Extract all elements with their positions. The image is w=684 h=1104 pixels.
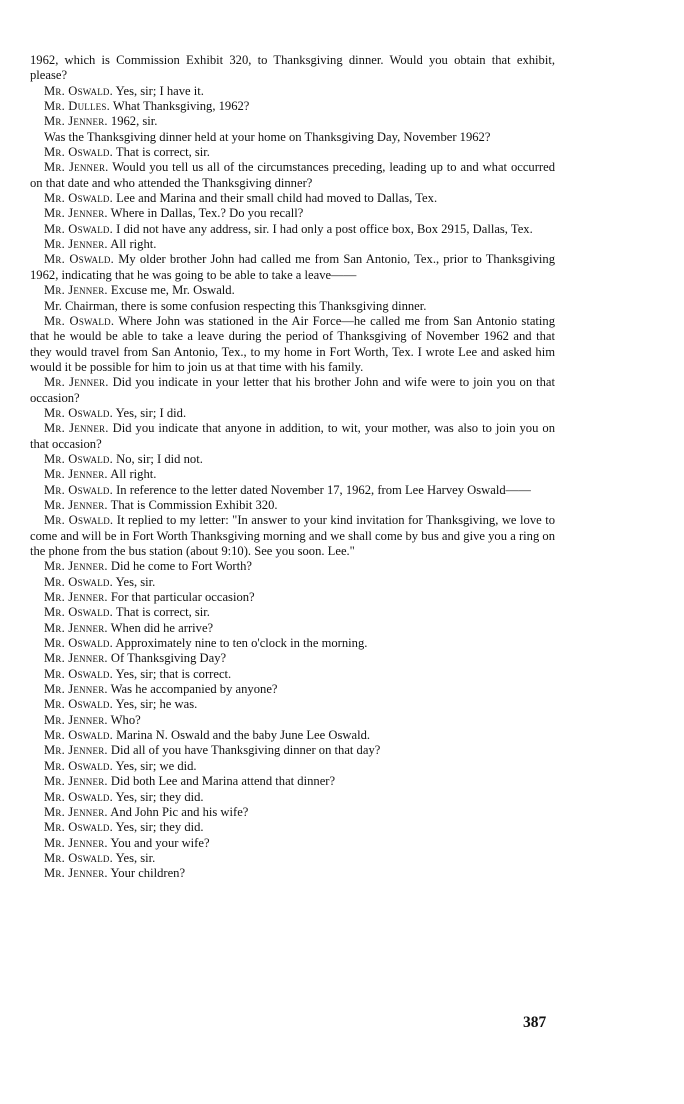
speaker-name: Mr. Oswald. [44, 145, 113, 160]
testimony-paragraph [30, 575, 555, 590]
paragraph-text: 1962, sir. [110, 114, 158, 129]
testimony-paragraph [30, 206, 555, 221]
testimony-paragraph [30, 805, 555, 820]
testimony-paragraph [30, 774, 555, 789]
testimony-paragraph [30, 743, 555, 758]
paragraph-text: When did he arrive? [110, 620, 214, 635]
speaker-name: Mr. Jenner. [44, 774, 108, 789]
paragraph-text: 1962, which is Commission Exhibit 320, to Thanksgiving dinner. Would you obtain that exhibit, please? [30, 53, 555, 83]
speaker-name: Mr. Jenner. [44, 375, 109, 390]
speaker-name: Mr. Oswald. [44, 605, 113, 620]
speaker-name: Mr. Oswald. [44, 191, 113, 206]
testimony-paragraph [30, 498, 555, 513]
speaker-name: Mr. Oswald. [44, 789, 113, 804]
testimony-paragraph [30, 191, 555, 206]
testimony-paragraph [30, 283, 555, 298]
testimony-paragraph [30, 621, 555, 636]
speaker-name: Mr. Oswald. [44, 820, 113, 835]
testimony-paragraph [30, 160, 555, 191]
paragraph-text: My older brother John had called me from San Antonio, Tex., prior to Thanksgiving 1962, indicating that he was going to be able to take a leave—— [30, 252, 555, 282]
paragraph-text: Yes, sir; I did. [115, 405, 187, 420]
paragraph-text: Your children? [110, 866, 186, 881]
paragraph-text: Yes, sir; they did. [115, 820, 204, 835]
speaker-name: Mr. Jenner. [44, 590, 108, 605]
speaker-name: Mr. Jenner. [44, 206, 108, 221]
testimony-paragraph [30, 713, 555, 728]
testimony-paragraph [30, 682, 555, 697]
paragraph-text: Where John was stationed in the Air Force—he called me from San Antonio stating that he would be able to take a leave during the period of Thanksgiving of November 1962 and that they would travel from San Antonio, Tex., to my home in Fort Worth, Tex. I wrote Lee and asked him would it be possible for him to join us at that time with his family. [30, 313, 555, 374]
paragraph-text: Marina N. Oswald and the baby June Lee Oswald. [116, 728, 371, 743]
paragraph-text: Yes, sir; that is correct. [115, 666, 232, 681]
paragraph-text: Did all of you have Thanksgiving dinner on that day? [110, 743, 381, 758]
testimony-paragraph [30, 314, 555, 375]
speaker-name: Mr. Jenner. [44, 651, 108, 666]
testimony-paragraph [30, 836, 555, 851]
speaker-name: Mr. Jenner. [44, 114, 108, 129]
testimony-paragraph [30, 53, 555, 84]
testimony-paragraph [30, 375, 555, 406]
testimony-paragraph [30, 145, 555, 160]
speaker-name: Mr. Oswald. [44, 252, 114, 267]
speaker-name: Mr. Oswald. [44, 405, 113, 420]
speaker-name: Mr. Jenner. [44, 712, 108, 727]
speaker-name: Mr. Oswald. [44, 697, 113, 712]
paragraph-text: All right. [110, 237, 157, 252]
paragraph-text: Excuse me, Mr. Oswald. [110, 283, 235, 298]
paragraph-text: That is Commission Exhibit 320. [110, 497, 278, 512]
speaker-name: Mr. Oswald. [44, 83, 113, 98]
paragraph-text: Yes, sir. [115, 574, 156, 589]
testimony-paragraph [30, 252, 555, 283]
paragraph-text: I did not have any address, sir. I had only a post office box, Box 2915, Dallas, Tex. [116, 221, 533, 236]
speaker-name: Mr. Jenner. [44, 497, 108, 512]
testimony-paragraph [30, 820, 555, 835]
speaker-name: Mr. Jenner. [44, 467, 108, 482]
speaker-name: Mr. Oswald. [44, 313, 115, 328]
testimony-paragraph [30, 99, 555, 114]
speaker-name: Mr. Jenner. [44, 237, 108, 252]
speaker-name: Mr. Oswald. [44, 482, 113, 497]
testimony-paragraph [30, 851, 555, 866]
testimony-paragraph [30, 130, 555, 145]
paragraph-text: Lee and Marina and their small child had moved to Dallas, Tex. [116, 191, 438, 206]
speaker-name: Mr. Oswald. [44, 666, 113, 681]
speaker-name: Mr. Oswald. [44, 728, 113, 743]
paragraph-text: Of Thanksgiving Day? [110, 651, 227, 666]
testimony-paragraph [30, 559, 555, 574]
testimony-paragraph [30, 759, 555, 774]
testimony-paragraph [30, 421, 555, 452]
testimony-paragraph [30, 513, 555, 559]
paragraph-text: Yes, sir. [115, 850, 156, 865]
speaker-name: Mr. Oswald. [44, 574, 113, 589]
paragraph-text: Was he accompanied by anyone? [110, 682, 278, 697]
testimony-paragraph [30, 299, 555, 314]
paragraph-text: Mr. Chairman, there is some confusion respecting this Thanksgiving dinner. [44, 298, 427, 313]
speaker-name: Mr. Oswald. [44, 636, 113, 651]
testimony-paragraph [30, 483, 555, 498]
paragraph-text: Yes, sir; I have it. [115, 83, 204, 98]
paragraph-text: It replied to my letter: "In answer to your kind invitation for Thanksgiving, we love to come and will be in Fort Worth Thanksgiving morning and we shall come by bus and give you a ring on the phone from the bus station (about 9:10). See you soon. Lee." [30, 513, 555, 558]
paragraph-text: Would you tell us all of the circumstances preceding, leading up to and what occurred on that date and who attended the Thanksgiving dinner? [30, 160, 555, 190]
testimony-paragraph [30, 605, 555, 620]
speaker-name: Mr. Jenner. [44, 804, 108, 819]
paragraph-text: Yes, sir; he was. [115, 697, 198, 712]
paragraph-text: Did he come to Fort Worth? [110, 559, 253, 574]
paragraph-text: Did you indicate that anyone in addition, to wit, your mother, was also to join you on that occasion? [30, 421, 556, 451]
testimony-paragraph [30, 84, 555, 99]
testimony-paragraph [30, 114, 555, 129]
testimony-paragraph [30, 667, 555, 682]
speaker-name: Mr. Jenner. [44, 421, 109, 436]
testimony-paragraph [30, 452, 555, 467]
paragraph-text: Did you indicate in your letter that his brother John and wife were to join you on that occasion? [30, 375, 555, 405]
paragraph-text: That is correct, sir. [115, 605, 210, 620]
testimony-paragraph [30, 651, 555, 666]
speaker-name: Mr. Jenner. [44, 835, 108, 850]
speaker-name: Mr. Oswald. [44, 221, 113, 236]
paragraph-text: And John Pic and his wife? [110, 804, 249, 819]
paragraph-text: Yes, sir; they did. [115, 789, 204, 804]
speaker-name: Mr. Jenner. [44, 160, 109, 175]
speaker-name: Mr. Oswald. [44, 451, 113, 466]
speaker-name: Mr. Jenner. [44, 743, 108, 758]
testimony-paragraph [30, 237, 555, 252]
paragraph-text: Was the Thanksgiving dinner held at your home on Thanksgiving Day, November 1962? [44, 129, 491, 144]
testimony-paragraph [30, 697, 555, 712]
paragraph-text: Where in Dallas, Tex.? Do you recall? [110, 206, 304, 221]
paragraph-text: No, sir; I did not. [116, 451, 203, 466]
paragraph-text: Yes, sir; we did. [115, 758, 197, 773]
paragraph-text: Who? [110, 712, 141, 727]
speaker-name: Mr. Oswald. [44, 758, 113, 773]
paragraph-text: In reference to the letter dated November 17, 1962, from Lee Harvey Oswald—— [116, 482, 531, 497]
testimony-paragraph [30, 467, 555, 482]
speaker-name: Mr. Jenner. [44, 866, 108, 881]
speaker-name: Mr. Jenner. [44, 682, 108, 697]
paragraph-text: All right. [110, 467, 157, 482]
testimony-paragraph [30, 636, 555, 651]
paragraph-text: For that particular occasion? [110, 590, 255, 605]
document-body [30, 53, 555, 882]
speaker-name: Mr. Oswald. [44, 513, 114, 528]
paragraph-text: What Thanksgiving, 1962? [112, 99, 250, 114]
speaker-name: Mr. Oswald. [44, 850, 113, 865]
paragraph-text: Approximately nine to ten o'clock in the morning. [115, 636, 368, 651]
speaker-name: Mr. Jenner. [44, 283, 108, 298]
testimony-paragraph [30, 406, 555, 421]
paragraph-text: That is correct, sir. [115, 145, 210, 160]
testimony-paragraph [30, 590, 555, 605]
paragraph-text: You and your wife? [110, 835, 210, 850]
speaker-name: Mr. Jenner. [44, 620, 108, 635]
testimony-paragraph [30, 866, 555, 881]
paragraph-text: Did both Lee and Marina attend that dinner? [110, 774, 336, 789]
speaker-name: Mr. Dulles. [44, 99, 110, 114]
testimony-paragraph [30, 222, 555, 237]
page-number: 387 [523, 1014, 547, 1031]
testimony-paragraph [30, 790, 555, 805]
testimony-paragraph [30, 728, 555, 743]
speaker-name: Mr. Jenner. [44, 559, 108, 574]
